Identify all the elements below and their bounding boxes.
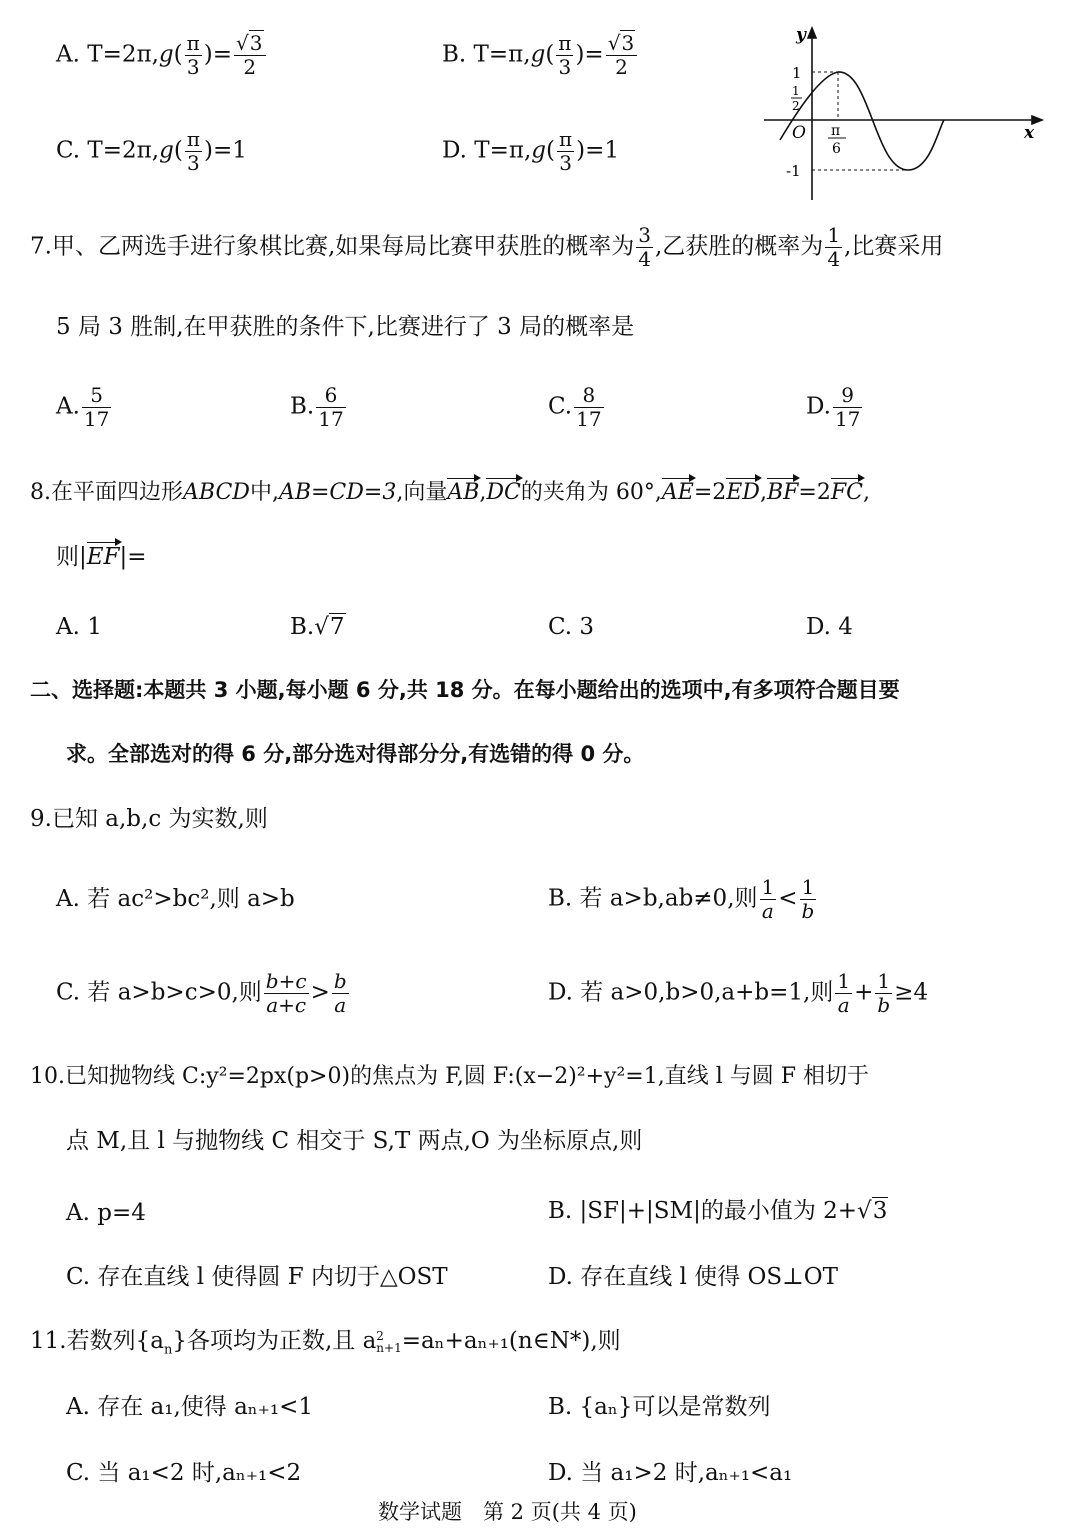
q10-line1: 10.已知抛物线 C:y²=2px(p>0)的焦点为 F,圆 F:(x−2)²+y²=1,直线 l 与圆 F 相切于	[30, 1064, 869, 1089]
x-label: x	[1024, 123, 1035, 143]
q11-option-d: D. 当 a₁>2 时,aₙ₊₁<a₁	[548, 1460, 793, 1486]
q8-option-b: B.√7	[290, 614, 345, 640]
tick-half-num: 1	[792, 84, 800, 98]
q8-option-c: C. 3	[548, 614, 595, 640]
section2-heading-line1: 二、选择题:本题共 3 小题,每小题 6 分,共 18 分。在每小题给出的选项中,有多项符合题目要	[30, 678, 900, 702]
q7-option-c: C. $\frac{8}{17}$	[548, 383, 602, 431]
q9-option-a: A. 若 ac²>bc²,则 a>b	[56, 886, 295, 912]
q7-line2: 5 局 3 胜制,在甲获胜的条件下,比赛进行了 3 局的概率是	[56, 314, 635, 340]
q11-option-a: A. 存在 a₁,使得 aₙ₊₁<1	[66, 1394, 314, 1420]
q8-line1: 8.在平面四边形ABCD中,AB=CD=3,向量AB,DC的夹角为 60°,AE=2ED,BF=2FC,	[30, 480, 870, 505]
sine-graph	[760, 20, 1050, 205]
q7-option-a: A. $\frac{5}{17}$	[56, 383, 110, 431]
q9-stem: 9.已知 a,b,c 为实数,则	[30, 806, 268, 832]
tick-pi6-num: π	[831, 123, 841, 139]
q8-line2: 则|EF|=	[56, 544, 147, 570]
q8-option-a: A. 1	[56, 614, 102, 640]
q10-option-d: D. 存在直线 l 使得 OS⊥OT	[548, 1264, 838, 1290]
origin-label: O	[792, 123, 806, 143]
q7-line1: 7.甲、乙两选手进行象棋比赛,如果每局比赛甲获胜的概率为 $\frac{3}{4}$ ,乙获胜的概率为 $\frac{1}{4}$ ,比赛采用	[30, 223, 944, 271]
y-axis-arrow	[808, 28, 816, 38]
q6-option-a: A. T=2π,g( $\frac{\pi}{3}$ )= $\frac{√3}{2}$	[56, 32, 268, 79]
q6-option-d: D. T=π,g( $\frac{\pi}{3}$ )=1	[442, 127, 620, 175]
q10-line2: 点 M,且 l 与抛物线 C 相交于 S,T 两点,O 为坐标原点,则	[66, 1128, 643, 1154]
q9-option-c: C. 若 a>b>c>0,则 $\frac{b+c}{a+c}$ > $\frac{b}{a}$	[56, 969, 347, 1017]
sine-curve	[780, 72, 944, 170]
q8-option-d: D. 4	[806, 614, 853, 640]
q6-option-c: C. T=2π,g( $\frac{\pi}{3}$ )=1	[56, 127, 247, 175]
tick-1: 1	[792, 64, 802, 82]
tick-pi6-den: 6	[832, 141, 841, 157]
q9-option-b: B. 若 a>b,ab≠0,则 $\frac{1}{a}$ < $\frac{1}{b}$	[548, 875, 815, 923]
q10-option-c: C. 存在直线 l 使得圆 F 内切于△OST	[66, 1264, 448, 1290]
q9-option-d: D. 若 a>0,b>0,a+b=1,则 $\frac{1}{a}$ + $\frac{1}{b}$ ≥4	[548, 969, 929, 1017]
q11-option-c: C. 当 a₁<2 时,aₙ₊₁<2	[66, 1460, 302, 1486]
tick-half-den: 2	[792, 99, 800, 113]
q10-option-b: B. |SF|+|SM|的最小值为 2+√3	[548, 1198, 888, 1224]
q11-option-b: B. {aₙ}可以是常数列	[548, 1394, 771, 1420]
q7-option-d: D. $\frac{9}{17}$	[806, 383, 861, 431]
page-footer: 数学试题 第 2 页(共 4 页)	[378, 1500, 637, 1524]
q11-stem: 11.若数列$\{a_n\}$各项均为正数,且 a 2 n+1 =aₙ+aₙ₊₁(n∈N*),则	[30, 1328, 621, 1358]
q7-option-b: B. $\frac{6}{17}$	[290, 383, 344, 431]
q10-option-a: A. p=4	[66, 1200, 146, 1226]
tick-neg1: -1	[786, 162, 801, 180]
section2-heading-line2: 求。全部选对的得 6 分,部分选对得部分分,有选错的得 0 分。	[66, 742, 645, 766]
y-label: y	[796, 25, 806, 45]
q6-option-b: B. T=π,g( $\frac{\pi}{3}$ )= $\frac{√3}{2}$	[442, 32, 639, 79]
